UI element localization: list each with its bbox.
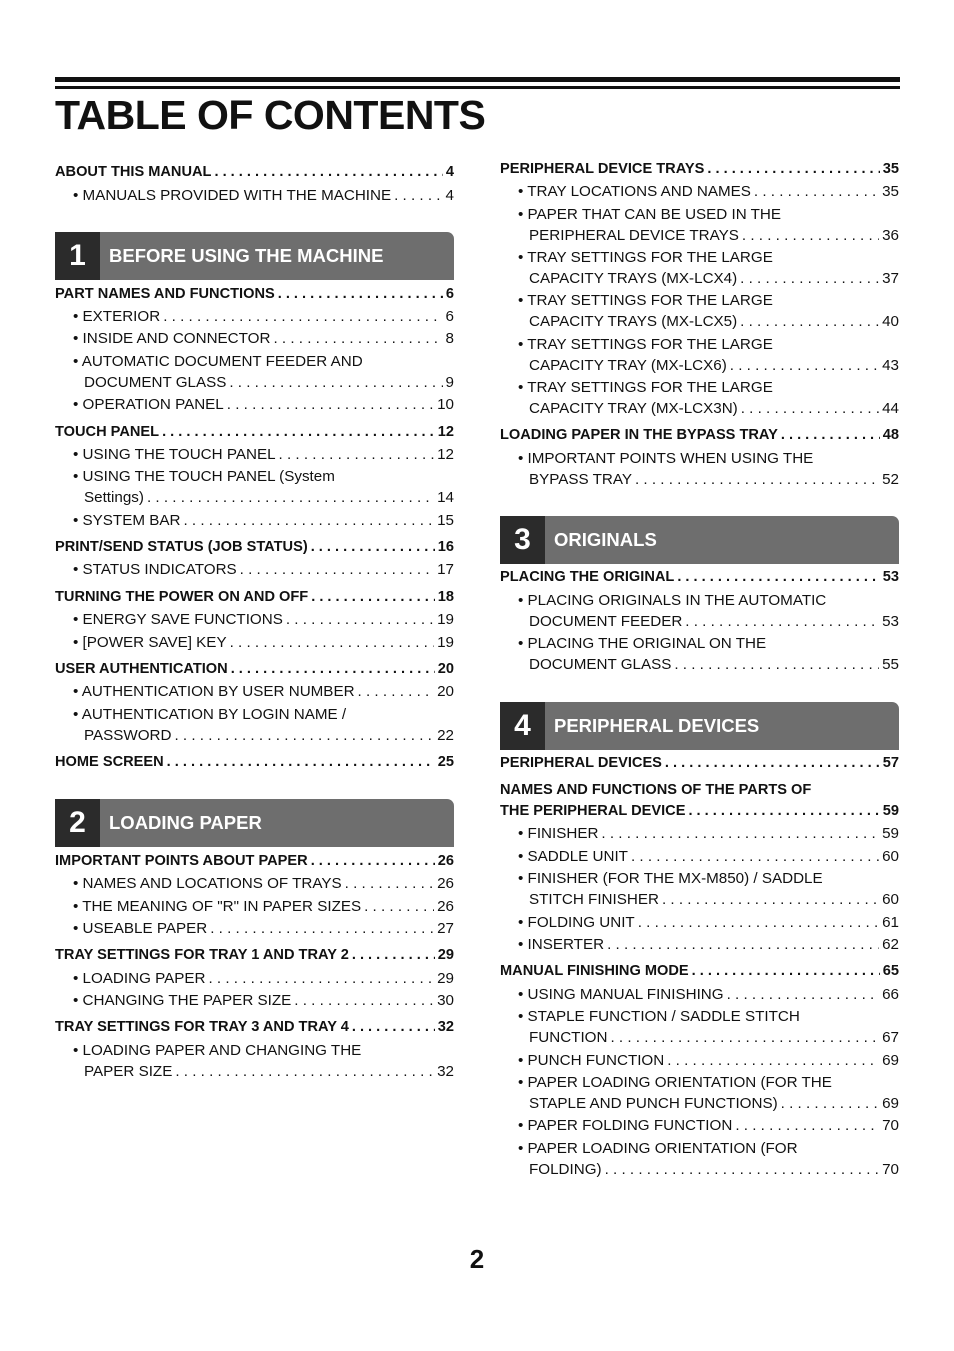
toc-subentry[interactable]: • PUNCH FUNCTION . . . 69 [500,1050,899,1071]
toc-subentry[interactable]: • TRAY LOCATIONS AND NAMES . . . 35 [500,181,899,202]
toc-subentry[interactable]: • TRAY SETTINGS FOR THE LARGE CAPACITY TRAY (MX-LCX3N) . . . 44 [500,377,899,419]
toc-subentry[interactable]: • PAPER THAT CAN BE USED IN THE PERIPHERAL DEVICE TRAYS . . . 36 [500,204,899,246]
toc-subentry[interactable]: • PLACING ORIGINALS IN THE AUTOMATIC DOCUMENT FEEDER . . . 53 [500,590,899,632]
toc-entry[interactable]: HOME SCREEN . . . 25 [55,752,454,773]
toc-subentry[interactable]: • CHANGING THE PAPER SIZE . . . 30 [55,990,454,1011]
toc-subentry[interactable]: • FINISHER . . . 59 [500,823,899,844]
chapter-header-3 [500,516,899,564]
top-rule-thin [55,86,900,89]
toc-entry[interactable]: PERIPHERAL DEVICES . . . 57 [500,753,899,774]
toc-subentry[interactable]: • PAPER LOADING ORIENTATION (FOR THE STAPLE AND PUNCH FUNCTIONS) . . . 69 [500,1072,899,1114]
toc-subentry[interactable]: • LOADING PAPER . . . 29 [55,968,454,989]
toc-subentry[interactable]: • IMPORTANT POINTS WHEN USING THE BYPASS TRAY . . . 52 [500,448,899,490]
toc-subentry[interactable]: • STAPLE FUNCTION / SADDLE STITCH FUNCTION . . . 67 [500,1006,899,1048]
toc-subentry[interactable]: • PAPER LOADING ORIENTATION (FOR FOLDING) . . . 70 [500,1138,899,1180]
chapter-number: 4 [500,702,545,750]
toc-subentry[interactable]: • USEABLE PAPER . . . 27 [55,918,454,939]
toc-subentry[interactable]: • NAMES AND LOCATIONS OF TRAYS . . . 26 [55,873,454,894]
toc-entry[interactable]: PERIPHERAL DEVICE TRAYS . . . 35 [500,159,899,180]
toc-subentry[interactable]: • MANUALS PROVIDED WITH THE MACHINE . . . 4 [55,185,454,206]
toc-entry[interactable]: TOUCH PANEL . . . 12 [55,422,454,443]
toc-subentry[interactable]: • SADDLE UNIT . . . 60 [500,846,899,867]
chapter-header-2 [55,799,454,847]
toc-subentry[interactable]: • EXTERIOR . . . 6 [55,306,454,327]
toc-subentry[interactable]: • TRAY SETTINGS FOR THE LARGE CAPACITY TRAYS (MX-LCX5) . . . 40 [500,290,899,332]
toc-entry[interactable]: TRAY SETTINGS FOR TRAY 1 AND TRAY 2 . . . 29 [55,945,454,966]
toc-subentry[interactable]: • FINISHER (FOR THE MX-M850) / SADDLE STITCH FINISHER . . . 60 [500,868,899,910]
toc-entry[interactable]: TRAY SETTINGS FOR TRAY 3 AND TRAY 4 . . . 32 [55,1017,454,1038]
toc-subentry[interactable]: • USING MANUAL FINISHING . . . 66 [500,984,899,1005]
toc-subentry[interactable]: • PAPER FOLDING FUNCTION . . . 70 [500,1115,899,1136]
toc-entry[interactable]: USER AUTHENTICATION . . . 20 [55,659,454,680]
page-title: TABLE OF CONTENTS [55,92,486,138]
toc-subentry[interactable]: • [POWER SAVE] KEY . . . 19 [55,632,454,653]
chapter-title: PERIPHERAL DEVICES [554,715,760,736]
toc-subentry[interactable]: • PLACING THE ORIGINAL ON THE DOCUMENT GLASS . . . 55 [500,633,899,675]
toc-subentry[interactable]: • FOLDING UNIT . . . 61 [500,912,899,933]
chapter-number: 1 [55,232,100,280]
toc-subentry[interactable]: • INSERTER . . . 62 [500,934,899,955]
toc-entry[interactable]: PART NAMES AND FUNCTIONS . . . 6 [55,284,454,305]
toc-entry[interactable]: NAMES AND FUNCTIONS OF THE PARTS OF THE PERIPHERAL DEVICE . . . 59 [500,780,899,822]
page-number: 2 [469,1244,485,1274]
toc-subentry[interactable]: • TRAY SETTINGS FOR THE LARGE CAPACITY TRAYS (MX-LCX4) . . . 37 [500,247,899,289]
toc-entry[interactable]: MANUAL FINISHING MODE . . . 65 [500,961,899,982]
toc-subentry[interactable]: • AUTOMATIC DOCUMENT FEEDER AND DOCUMENT GLASS . . . 9 [55,351,454,393]
toc-subentry[interactable]: • SYSTEM BAR . . . 15 [55,510,454,531]
toc-subentry[interactable]: • THE MEANING OF "R" IN PAPER SIZES . . . 26 [55,896,454,917]
toc-subentry[interactable]: • USING THE TOUCH PANEL . . . 12 [55,444,454,465]
top-rule-thick [55,77,900,82]
toc-subentry[interactable]: • TRAY SETTINGS FOR THE LARGE CAPACITY TRAY (MX-LCX6) . . . 43 [500,334,899,376]
chapter-number: 2 [55,799,100,847]
toc-entry[interactable]: ABOUT THIS MANUAL . . . 4 [55,162,454,183]
toc-entry[interactable]: PLACING THE ORIGINAL . . . 53 [500,567,899,588]
toc-subentry[interactable]: • USING THE TOUCH PANEL (System Settings) . . . 14 [55,466,454,508]
toc-entry[interactable]: PRINT/SEND STATUS (JOB STATUS) . . . 16 [55,537,454,558]
toc-subentry[interactable]: • LOADING PAPER AND CHANGING THE PAPER SIZE . . . 32 [55,1040,454,1082]
chapter-header-4 [500,702,899,750]
chapter-header-1 [55,232,454,280]
toc-entry[interactable]: LOADING PAPER IN THE BYPASS TRAY . . . 48 [500,425,899,446]
chapter-title: ORIGINALS [554,529,657,550]
chapter-number: 3 [500,516,545,564]
chapter-title: LOADING PAPER [109,812,262,833]
toc-entry[interactable]: TURNING THE POWER ON AND OFF . . . 18 [55,587,454,608]
toc-subentry[interactable]: • OPERATION PANEL . . . 10 [55,394,454,415]
toc-subentry[interactable]: • ENERGY SAVE FUNCTIONS . . . 19 [55,609,454,630]
toc-subentry[interactable]: • AUTHENTICATION BY USER NUMBER . . . 20 [55,681,454,702]
chapter-title: BEFORE USING THE MACHINE [109,245,384,266]
toc-subentry[interactable]: • INSIDE AND CONNECTOR . . . 8 [55,328,454,349]
toc-entry[interactable]: IMPORTANT POINTS ABOUT PAPER . . . 26 [55,851,454,872]
toc-subentry[interactable]: • STATUS INDICATORS . . . 17 [55,559,454,580]
toc-subentry[interactable]: • AUTHENTICATION BY LOGIN NAME / PASSWORD . . . 22 [55,704,454,746]
